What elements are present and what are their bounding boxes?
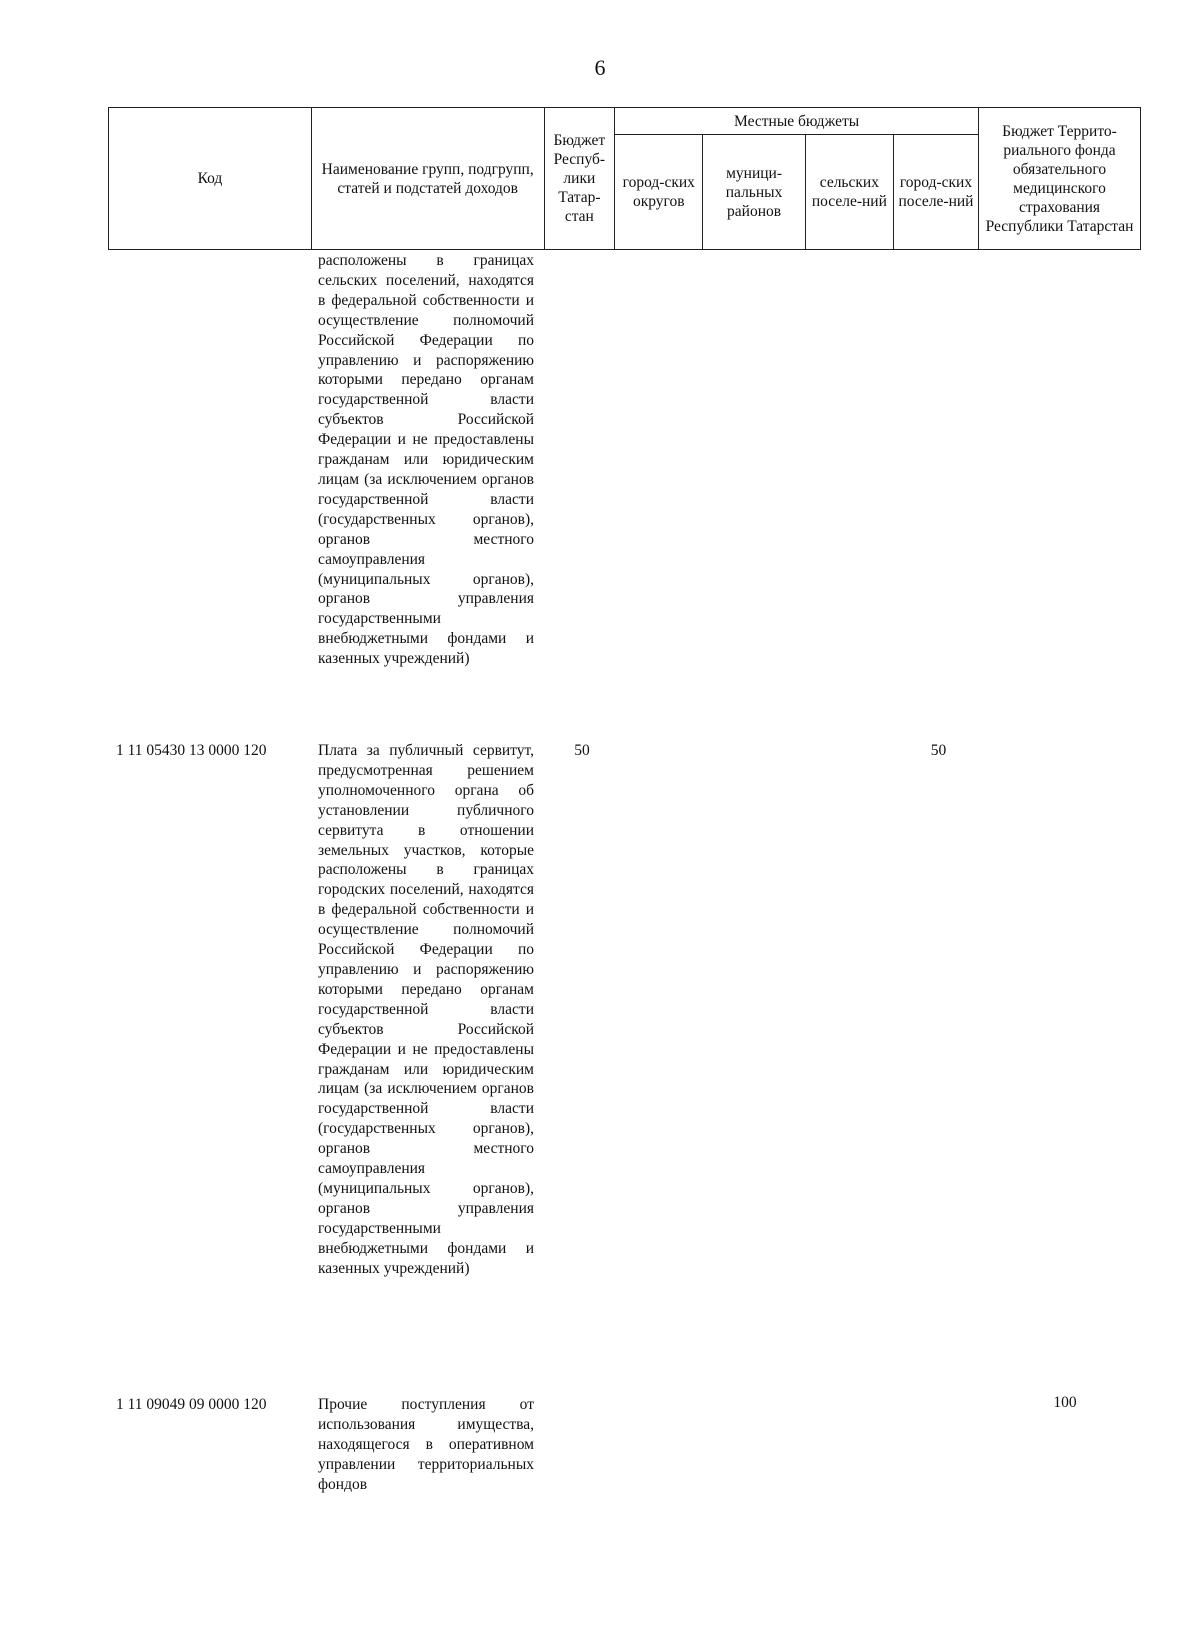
header-budget-rt: Бюджет Респуб-лики Татар-стан xyxy=(544,108,615,250)
page-number: 6 xyxy=(594,55,606,80)
header-local-budgets: Местные бюджеты xyxy=(615,108,979,135)
row-1-code: 1 11 05430 13 0000 120 xyxy=(116,742,267,759)
row-2-tfoms: 100 xyxy=(1053,1394,1077,1411)
table-header xyxy=(108,107,1141,250)
header-name: Наименование групп, подгрупп, статей и подстатей доходов xyxy=(311,108,544,250)
row-2-text: Прочие поступления от использования имущества, находящегося в оперативном управлении территориальных фондов xyxy=(318,1396,534,1493)
row-1-text: Плата за публичный сервитут, предусмотренная решением уполномоченного органа об установлении публичного сервитута в отношении земельных участков, которые расположены в границах городских поселений, находятся в федеральной собственности и осуществление полномочий Российской Федерации по управлению и распоряжению которыми передано органам государственной власти субъектов Российской Федерации и не предоставлены гражданам или юридическим лицам (за исключением органов государственной власти (государственных органов), органов местного самоуправления (муниципальных органов), органов управления государственными внебюджетными фондами и казенных учреждений) xyxy=(318,742,534,1277)
header-munic-rayonov: муници-пальных районов xyxy=(703,135,805,250)
row-0-text: расположены в границах сельских поселений, находятся в федеральной собственности и осуществление полномочий Российской Федерации по управлению и распоряжению которыми передано органам государственной власти субъектов Российской Федерации и не предоставлены гражданам или юридическим лицам (за исключением органов государственной власти (государственных органов), органов местного самоуправления (муниципальных органов), органов управления государственными внебюджетными фондами и казенных учреждений) xyxy=(318,252,534,668)
row-2-code: 1 11 09049 09 0000 120 xyxy=(116,1396,267,1413)
header-tfoms: Бюджет Террито-риального фонда обязательного медицинского страхования Республики Татарстан xyxy=(979,108,1141,250)
header-gorod-okrugov: город-ских округов xyxy=(615,135,703,250)
row-1-gorod-poseleniy: 50 xyxy=(930,742,947,759)
row-1-budget-rt: 50 xyxy=(574,742,590,759)
header-selskih-poseleniy: сельских поселе-ний xyxy=(805,135,893,250)
header-gorod-poseleniy: город-ских поселе-ний xyxy=(893,135,978,250)
header-kod: Код xyxy=(109,108,312,250)
